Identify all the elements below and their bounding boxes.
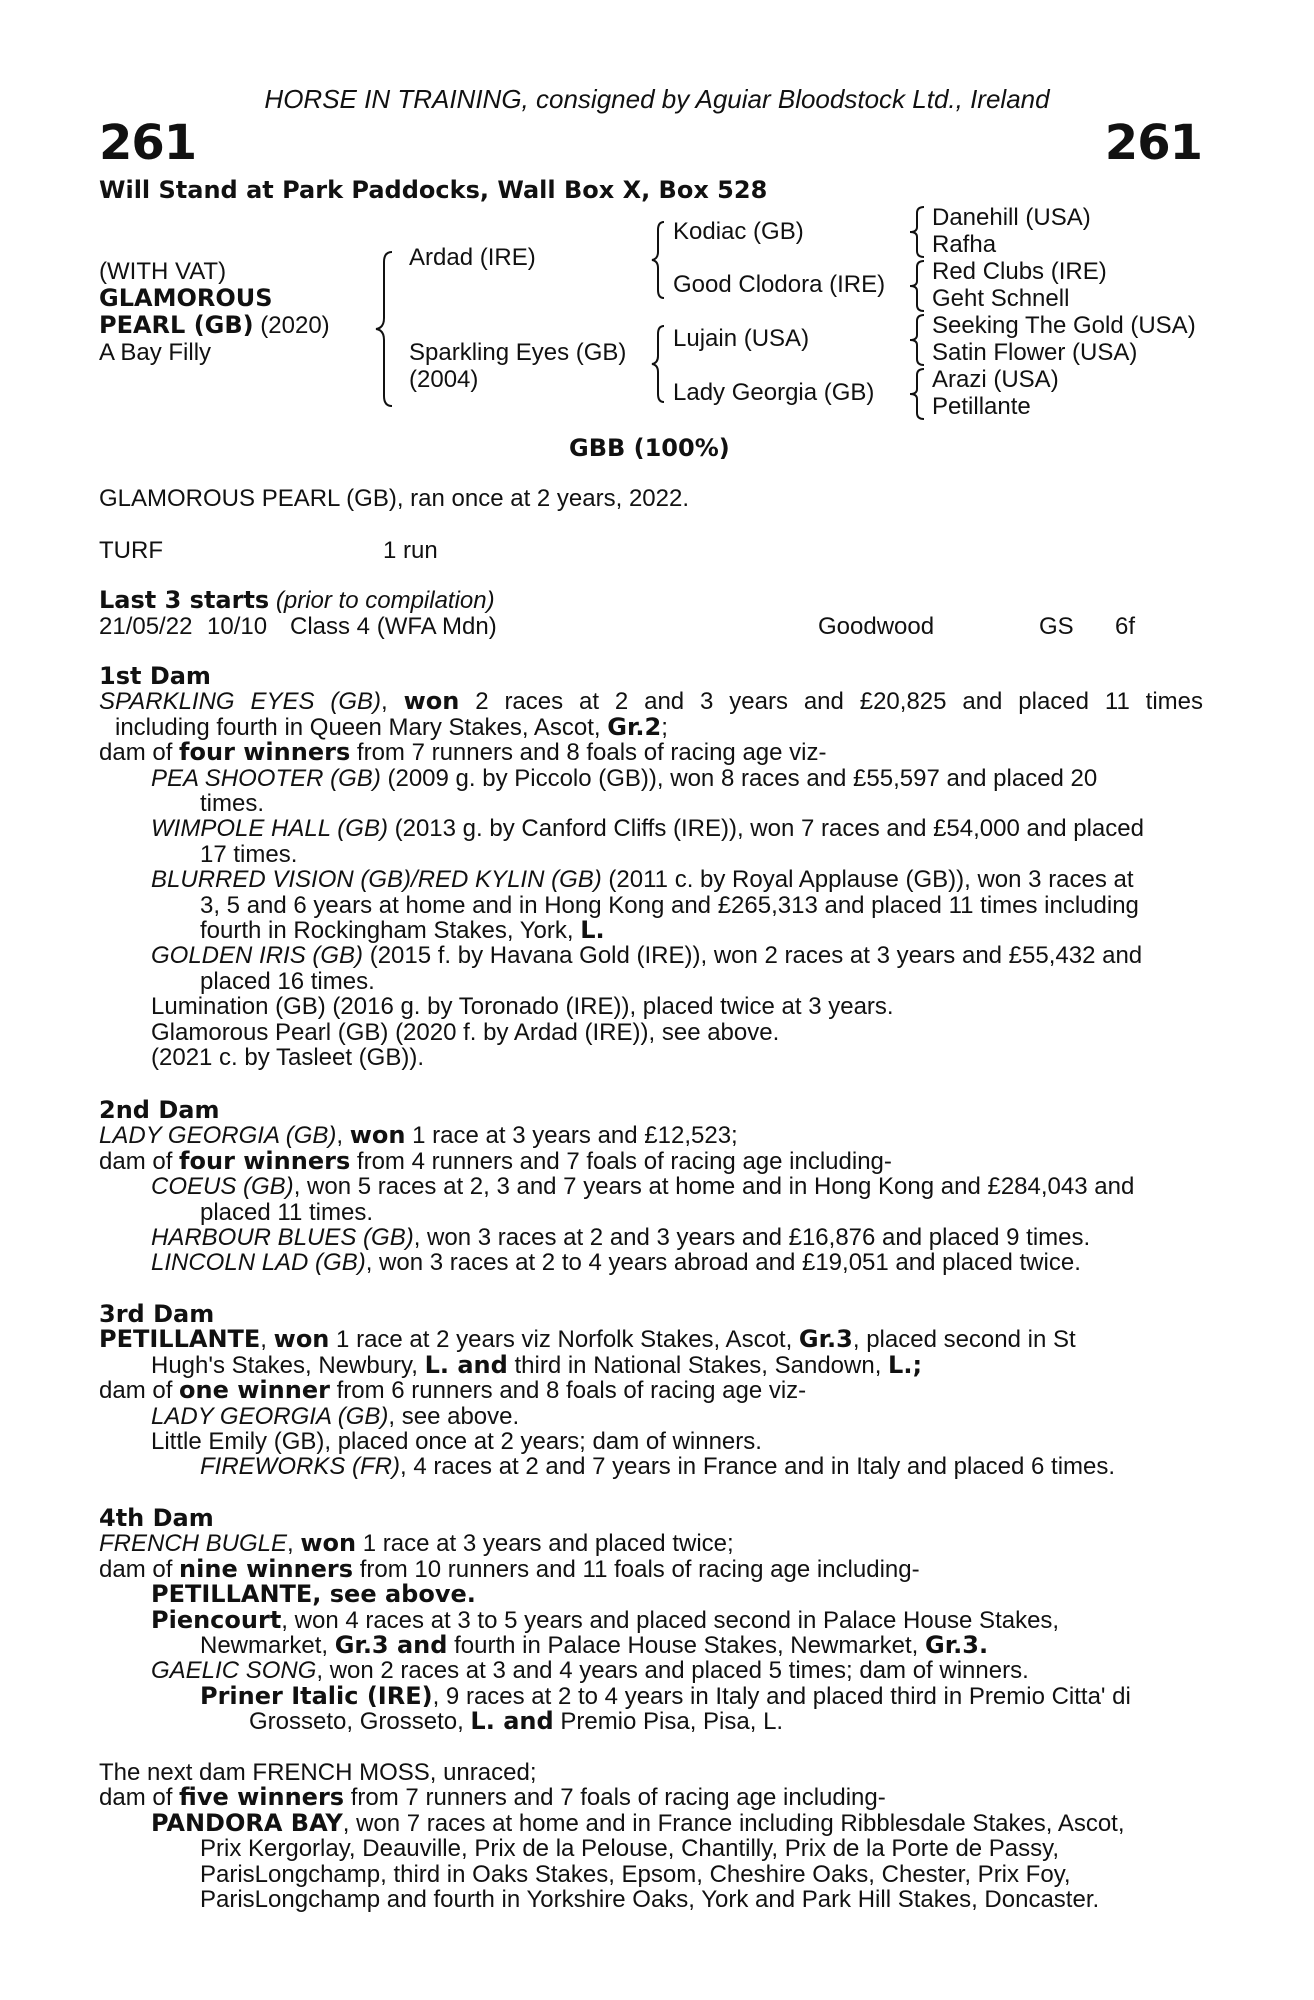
pedigree-brace <box>372 248 396 410</box>
first-dam-line3: dam of four winners from 7 runners and 8 foals of racing age viz- <box>99 738 827 767</box>
third-dam-line1: PETILLANTE, won 1 race at 2 years viz Norfolk Stakes, Ascot, Gr.3, placed second in St <box>99 1325 1076 1354</box>
pedigree-brace <box>906 312 928 368</box>
foal-1b: times. <box>200 790 265 818</box>
second-dam-line1: LADY GEORGIA (GB), won 1 race at 3 years and £12,523; <box>99 1121 738 1150</box>
g3-3: Red Clubs (IRE) <box>932 258 1107 285</box>
horse-name-line1: GLAMOROUS <box>99 284 273 312</box>
d2-foal-1a: COEUS (GB), won 5 races at 2, 3 and 7 years at home and in Hong Kong and £284,043 and <box>151 1173 1135 1201</box>
d2-foal-3: LINCOLN LAD (GB), won 3 races at 2 to 4 years abroad and £19,051 and placed twice. <box>151 1249 1081 1277</box>
race-summary: GLAMOROUS PEARL (GB), ran once at 2 years, 2022. <box>99 485 690 512</box>
pedigree-brace <box>906 258 928 314</box>
last-starts-heading: Last 3 starts (prior to compilation) <box>99 586 495 614</box>
d4-foal-4b: Grosseto, Grosseto, L. and Premio Pisa, Pisa, L. <box>249 1707 784 1736</box>
horse-description: A Bay Filly <box>99 339 212 366</box>
d3-foal-3: FIREWORKS (FR), 4 races at 2 and 7 years in France and in Italy and placed 6 times. <box>200 1453 1116 1481</box>
third-dam-line2: Hugh's Stakes, Newbury, L. and third in National Stakes, Sandown, L.; <box>151 1350 923 1379</box>
foal-4a: GOLDEN IRIS (GB) (2015 f. by Havana Gold (IRE)), won 2 races at 3 years and £55,432 and <box>151 942 1143 970</box>
dam-sire: Lujain (USA) <box>673 325 810 352</box>
lot-number-left: 261 <box>99 115 197 171</box>
g3-6: Satin Flower (USA) <box>932 339 1138 366</box>
foal-2a: WIMPOLE HALL (GB) (2013 g. by Canford Cliffs (IRE)), won 7 races and £54,000 and placed <box>151 815 1144 843</box>
g3-1: Danehill (USA) <box>932 204 1091 231</box>
d4-foal-2a: Piencourt, won 4 races at 3 to 5 years and placed second in Palace House Stakes, <box>151 1605 1060 1634</box>
pedigree-brace <box>906 204 928 260</box>
fourth-dam-line1: FRENCH BUGLE, won 1 race at 3 years and placed twice; <box>99 1529 734 1558</box>
g3-8: Petillante <box>932 393 1031 420</box>
consignment-header: HORSE IN TRAINING, consigned by Aguiar Bloodstock Ltd., Ireland <box>264 84 1050 114</box>
third-dam-line3: dam of one winner from 6 runners and 8 foals of racing age viz- <box>99 1376 807 1405</box>
third-dam-section <box>99 1302 1203 1480</box>
foal-1a: PEA SHOOTER (GB) (2009 g. by Piccolo (GB)), won 8 races and £55,597 and placed 20 <box>151 764 1098 792</box>
foal-6: Glamorous Pearl (GB) (2020 f. by Ardad (IRE)), see above. <box>151 1018 780 1046</box>
gbb-percentage: GBB (100%) <box>569 434 730 462</box>
sire-name: Ardad (IRE) <box>409 244 536 271</box>
nd-foal-1c: ParisLongchamp, third in Oaks Stakes, Epsom, Cheshire Oaks, Chester, Prix Foy, <box>200 1860 1071 1888</box>
start-going: GS <box>1039 613 1074 640</box>
first-dam-section <box>99 664 1203 1071</box>
horse-year: (2020) <box>260 312 330 339</box>
second-dam-section <box>99 1098 1203 1276</box>
foal-5: Lumination (GB) (2016 g. by Toronado (IRE)), placed twice at 3 years. <box>151 993 894 1021</box>
lot-number-right: 261 <box>1104 115 1202 171</box>
nd-foal-1d: ParisLongchamp and fourth in Yorkshire Oaks, York and Park Hill Stakes, Doncaster. <box>200 1886 1100 1914</box>
start-race: Class 4 (WFA Mdn) <box>290 613 497 640</box>
d3-foal-1: LADY GEORGIA (GB), see above. <box>151 1402 520 1430</box>
foal-3b: 3, 5 and 6 years at home and in Hong Kong and £265,313 and placed 11 times including <box>200 891 1139 919</box>
g3-4: Geht Schnell <box>932 285 1070 312</box>
foal-7: (2021 c. by Tasleet (GB)). <box>151 1044 424 1072</box>
second-dam-line2: dam of four winners from 4 runners and 7 foals of racing age including- <box>99 1146 892 1175</box>
foal-3c: fourth in Rockingham Stakes, York, L. <box>200 916 605 945</box>
d2-foal-1b: placed 11 times. <box>200 1198 373 1226</box>
third-dam-heading: 3rd Dam <box>99 1300 215 1328</box>
turf-label: TURF <box>99 537 163 564</box>
turf-runs: 1 run <box>383 537 438 564</box>
dam-dam: Lady Georgia (GB) <box>673 379 875 406</box>
sire-dam: Good Clodora (IRE) <box>673 271 886 298</box>
first-dam-line1: SPARKLING EYES (GB), won 2 races at 2 and 3 years and £20,825 and placed 11 times <box>99 687 1203 716</box>
next-dam-line2: dam of five winners from 7 runners and 7 foals of racing age including- <box>99 1783 886 1812</box>
nd-foal-1b: Prix Kergorlay, Deauville, Prix de la Pelouse, Chantilly, Prix de la Porte de Passy, <box>200 1835 1060 1863</box>
sire-sire: Kodiac (GB) <box>673 218 804 245</box>
fourth-dam-heading: 4th Dam <box>99 1504 214 1532</box>
d3-foal-2: Little Emily (GB), placed once at 2 years; dam of winners. <box>151 1428 762 1456</box>
d4-foal-3: GAELIC SONG, won 2 races at 3 and 4 years and placed 5 times; dam of winners. <box>151 1657 1029 1685</box>
horse-block <box>99 258 330 366</box>
d4-foal-2b: Newmarket, Gr.3 and fourth in Palace House Stakes, Newmarket, Gr.3. <box>200 1631 989 1660</box>
stand-location: Will Stand at Park Paddocks, Wall Box X, Box 528 <box>99 176 768 204</box>
first-dam-heading: 1st Dam <box>99 662 211 690</box>
foal-4b: placed 16 times. <box>200 967 375 995</box>
foal-2b: 17 times. <box>200 840 298 868</box>
first-dam-line2: including fourth in Queen Mary Stakes, Ascot, Gr.2; <box>115 712 668 741</box>
pedigree-brace <box>648 322 668 406</box>
vat-label: (WITH VAT) <box>99 258 227 285</box>
foal-3a: BLURRED VISION (GB)/RED KYLIN (GB) (2011 c. by Royal Applause (GB)), won 3 races at <box>151 866 1134 894</box>
pedigree-brace <box>906 366 928 422</box>
second-dam-heading: 2nd Dam <box>99 1096 220 1124</box>
d4-foal-4a: Priner Italic (IRE), 9 races at 2 to 4 years in Italy and placed third in Premio Citta' di <box>200 1681 1131 1710</box>
dam-year: (2004) <box>409 366 479 393</box>
start-date: 21/05/22 <box>99 613 193 640</box>
fourth-dam-line2: dam of nine winners from 10 runners and 11 foals of racing age including- <box>99 1554 920 1583</box>
start-position: 10/10 <box>207 613 268 640</box>
start-course: Goodwood <box>818 613 935 640</box>
pedigree-brace <box>648 218 668 302</box>
dam-name: Sparkling Eyes (GB) <box>409 339 627 366</box>
fourth-dam-section <box>99 1506 1203 1735</box>
d2-foal-2: HARBOUR BLUES (GB), won 3 races at 2 and 3 years and £16,876 and placed 9 times. <box>151 1224 1091 1252</box>
g3-7: Arazi (USA) <box>932 366 1059 393</box>
horse-name-line2: PEARL (GB) <box>99 311 254 339</box>
next-dam-line1: The next dam FRENCH MOSS, unraced; <box>99 1759 537 1786</box>
nd-foal-1a: PANDORA BAY, won 7 races at home and in France including Ribblesdale Stakes, Ascot, <box>151 1808 1125 1837</box>
d4-foal-1: PETILLANTE, see above. <box>151 1580 476 1609</box>
start-distance: 6f <box>1115 613 1136 640</box>
next-dam-section <box>99 1760 1203 1912</box>
g3-2: Rafha <box>932 231 997 258</box>
g3-5: Seeking The Gold (USA) <box>932 312 1196 339</box>
